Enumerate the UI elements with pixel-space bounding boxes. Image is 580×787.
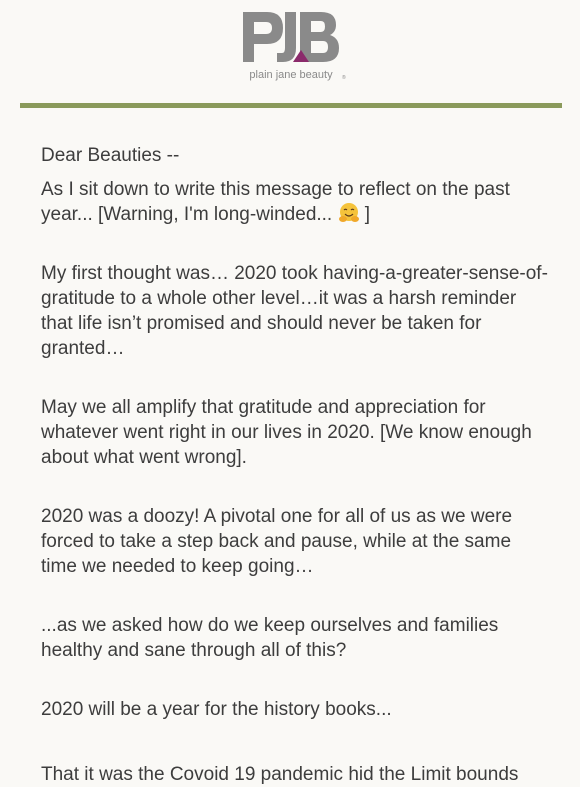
- hugging-face-emoji-icon: [338, 202, 360, 224]
- plain-jane-beauty-logo[interactable]: [233, 8, 349, 86]
- brand-tagline: plain jane beauty: [249, 69, 333, 81]
- paragraph-doozy: 2020 was a doozy! A pivotal one for all of us as we were forced to take a step back and pause, while at the same time we needed to keep going…: [41, 506, 513, 577]
- letter-body: [41, 143, 551, 756]
- paragraph-families: ...as we asked how do we keep ourselves and families healthy and sane through all of this?: [41, 615, 499, 661]
- paragraph-intro-text: As I sit down to write this message to reflect on the past year... [Warning, I'm long-winded...: [41, 179, 510, 225]
- greeting: Dear Beauties --: [41, 145, 180, 166]
- paragraph-gratitude: My first thought was… 2020 took having-a-greater-sense-of-gratitude to a whole other level…it was a harsh reminder that life isn’t promised and should never be taken for granted…: [41, 263, 548, 359]
- paragraph-history-books: 2020 will be a year for the history books...: [41, 699, 392, 720]
- registered-mark: ®: [342, 75, 346, 81]
- paragraph-amplify: May we all amplify that gratitude and appreciation for whatever went right in our lives in 2020. [We know enough about what went wrong].: [41, 397, 532, 468]
- email-header: [0, 0, 580, 104]
- paragraph-cutoff: That it was the Covoid 19 pandemic hid the Limit bounds: [41, 764, 519, 785]
- paragraph-intro-end: ]: [359, 204, 371, 225]
- header-divider: [20, 103, 562, 108]
- paragraph-intro: [41, 177, 551, 227]
